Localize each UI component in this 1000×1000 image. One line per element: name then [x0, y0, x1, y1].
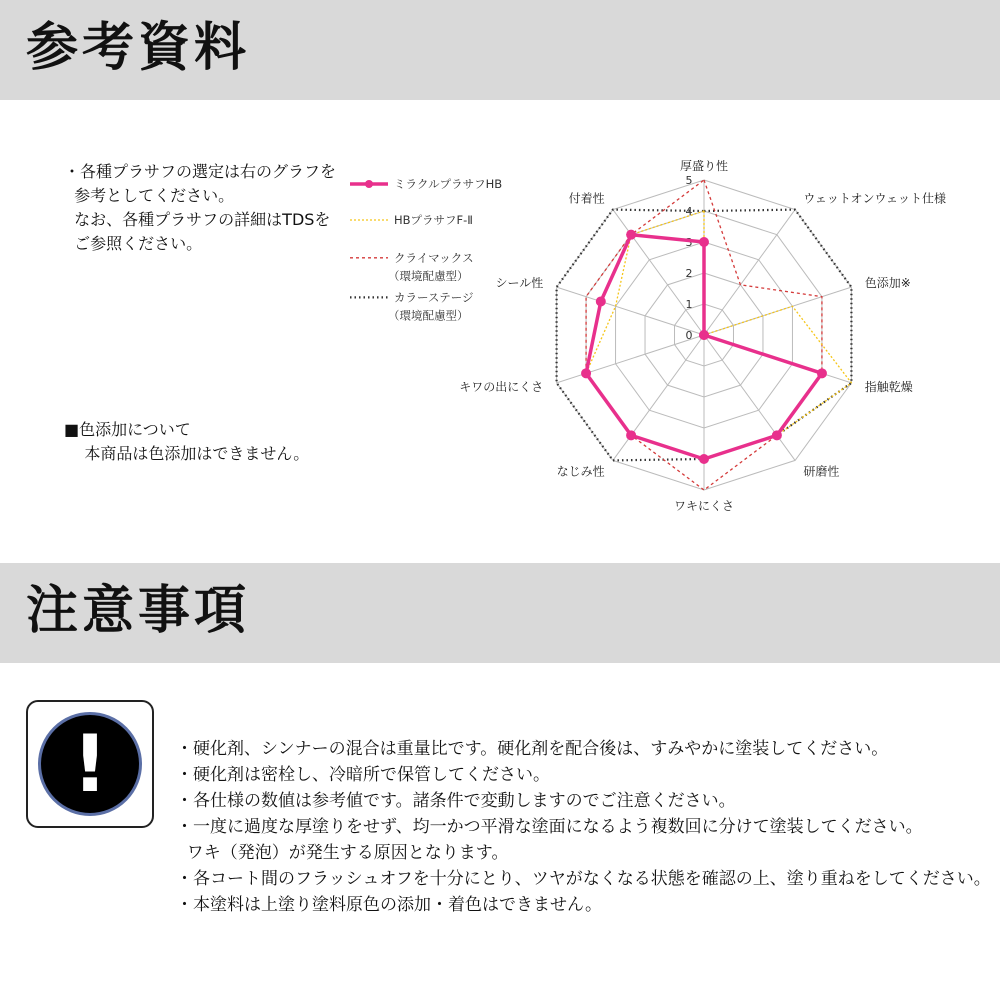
reference-note-line: なお、各種プラサフの詳細はTDSを: [64, 210, 331, 229]
grid-spoke: [557, 287, 704, 335]
grid-spoke: [704, 210, 795, 335]
axis-label: キワの出にくさ: [459, 380, 544, 395]
caution-item: ・各仕様の数値は参考値です。諸条件で変動しますのでご注意ください。: [176, 791, 736, 811]
axis-label: 付着性: [568, 191, 605, 206]
series-point: [699, 237, 709, 247]
grid-spoke: [613, 335, 704, 460]
reference-note-line: 参考としてください。: [64, 186, 235, 205]
caution-item: ・硬化剤、シンナーの混合は重量比です。硬化剤を配合後は、すみやかに塗装してください。: [176, 739, 889, 759]
chart-legend: [350, 177, 502, 322]
tick-label: 0: [685, 329, 693, 342]
reference-title: 参考資料: [26, 18, 251, 78]
axis-label: ウェットオンウェット仕様: [803, 191, 947, 206]
axis-label: 研磨性: [803, 464, 840, 479]
caution-item: ・一度に過度な厚塗りをせず、均一かつ平滑な塗面になるよう複数回に分けて塗装してください。: [176, 817, 923, 837]
caution-list: [176, 736, 991, 918]
series-point: [772, 430, 782, 440]
series-point: [699, 330, 709, 340]
axis-label: なじみ性: [556, 464, 605, 479]
tick-label: 1: [685, 298, 693, 311]
axis-label: 厚盛り性: [679, 159, 729, 173]
caution-title: 注意事項: [26, 581, 251, 641]
tick-label: 4: [685, 205, 693, 218]
legend-label: カラーステージ: [394, 290, 474, 305]
series-point: [817, 368, 827, 378]
reference-section-header: [0, 0, 1000, 100]
series-point: [626, 430, 636, 440]
caution-item: ・本塗料は上塗り塗料原色の添加・着色はできません。: [176, 895, 603, 915]
legend-label: （環境配慮型）: [388, 308, 469, 323]
tick-label: 2: [685, 267, 693, 280]
grid-spoke: [557, 335, 704, 383]
warning-circle: [38, 712, 142, 816]
color-note-body: 本商品は色添加はできません。: [64, 444, 310, 463]
color-addition-note: [64, 418, 309, 466]
axis-label: シール性: [495, 275, 544, 290]
exclamation-icon: !: [72, 720, 108, 810]
color-note-heading: ■色添加について: [64, 420, 191, 439]
reference-note-line: ・各種プラサフの選定は右のグラフを: [64, 162, 337, 181]
radar-chart: [340, 150, 960, 520]
warning-icon: [26, 700, 154, 828]
axis-label: ワキにくさ: [673, 499, 735, 513]
axis-label: 指触乾燥: [864, 380, 913, 395]
series-point: [626, 230, 636, 240]
series-point: [581, 368, 591, 378]
legend-marker: [365, 180, 373, 188]
caution-item: ・硬化剤は密栓し、冷暗所で保管してください。: [176, 765, 550, 785]
legend-label: ミラクルプラサフHB: [394, 177, 503, 191]
caution-section-header: [0, 563, 1000, 663]
legend-label: クライマックス: [394, 250, 474, 265]
reference-note: [64, 160, 336, 256]
reference-note-line: ご参照ください。: [64, 234, 203, 253]
series-point: [699, 454, 709, 464]
caution-item: ・各コート間のフラッシュオフを十分にとり、ツヤがなくなる状態を確認の上、塗り重ねをしてください。: [176, 869, 991, 889]
axis-label: 色添加※: [864, 275, 911, 290]
grid-spoke: [704, 335, 795, 460]
tick-label: 5: [685, 174, 693, 187]
tick-label: 3: [685, 236, 693, 249]
caution-item: ワキ（発泡）が発生する原因となります。: [176, 843, 509, 863]
legend-label: HBプラサフF-Ⅱ: [394, 213, 473, 227]
series-point: [596, 296, 606, 306]
legend-label: （環境配慮型）: [388, 268, 469, 283]
